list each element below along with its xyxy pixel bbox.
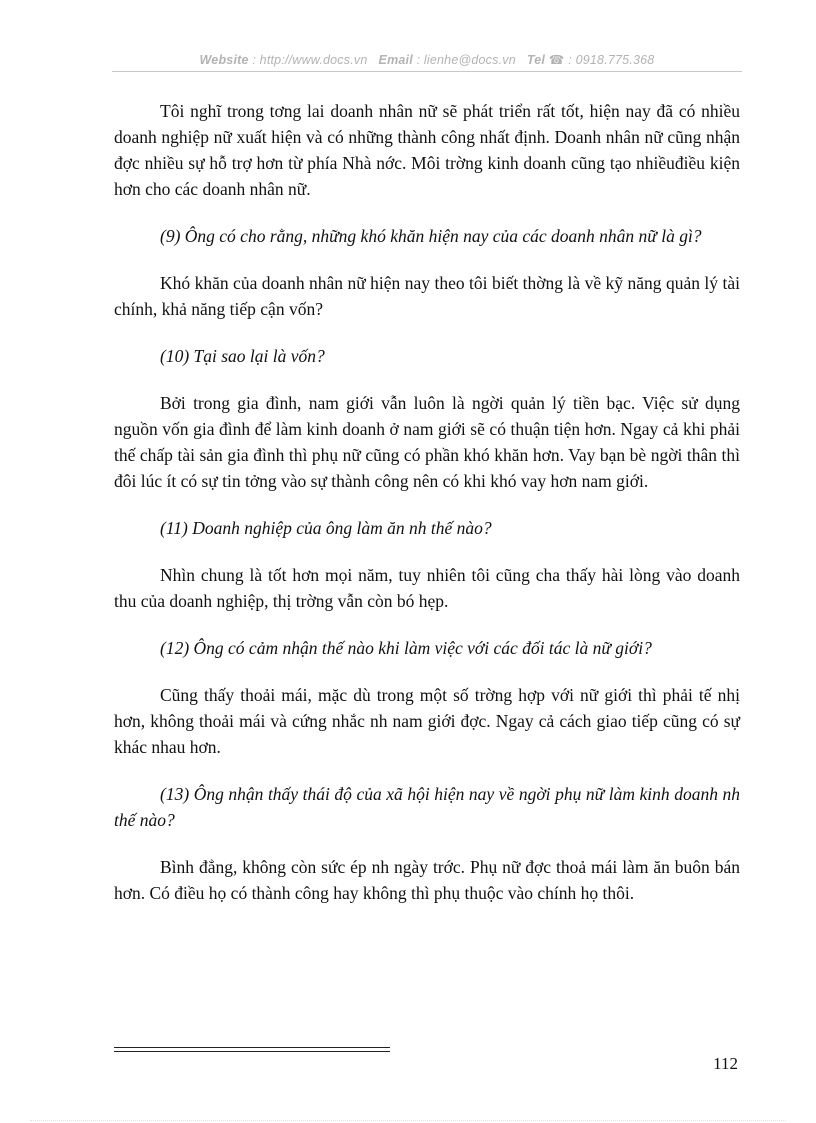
paragraph-5: Cũng thấy thoải mái, mặc dù trong một số trờng hợp với nữ giới thì phải tế nhị hơn, không thoải mái và cứng nhắc nh nam giới đợc. Ngay cả cách giao tiếp cũng có sự khác nhau hơn. xyxy=(114,685,740,757)
paragraph-1: Tôi nghĩ trong tơng lai doanh nhân nữ sẽ phát triển rất tốt, hiện nay đã có nhiều doanh nghiệp nữ xuất hiện và có những thành công nhất định. Doanh nhân nữ cũng nhận đợc nhiều sự hỗ trợ hơn từ phía Nhà nớc. Môi trờng kinh doanh cũng tạo nhiềuđiều kiện hơn cho các doanh nhân nữ. xyxy=(114,101,740,199)
paragraph-4: Nhìn chung là tốt hơn mọi năm, tuy nhiên tôi cũng cha thấy hài lòng vào doanh thu của doanh nghiệp, thị trờng vẫn còn bó hẹp. xyxy=(114,565,740,611)
phone-icon: ☎ xyxy=(548,53,565,67)
question-13: (13) Ông nhận thấy thái độ của xã hội hiện nay về ngời phụ nữ làm kinh doanh nh thế nào? xyxy=(114,784,740,830)
paragraph-6: Bình đẳng, không còn sức ép nh ngày trớc. Phụ nữ đợc thoả mái làm ăn buôn bán hơn. Có điều họ có thành công hay không thì phụ thuộc vào chính họ thôi. xyxy=(114,857,740,903)
website-label: Website xyxy=(199,53,249,67)
tel-value: : 0918.775.368 xyxy=(568,53,655,67)
footer-divider xyxy=(114,1047,390,1052)
question-11: (11) Doanh nghiệp của ông làm ăn nh thế nào? xyxy=(160,518,492,538)
question-10: (10) Tại sao lại là vốn? xyxy=(160,346,325,366)
website-link[interactable]: : http://www.docs.vn xyxy=(252,53,368,67)
email-link[interactable]: : lienhe@docs.vn xyxy=(416,53,516,67)
header-divider xyxy=(112,71,742,72)
page-bottom-border xyxy=(30,1120,786,1121)
tel-label: Tel xyxy=(526,53,546,67)
document-body xyxy=(114,98,740,906)
paragraph-2: Khó khăn của doanh nhân nữ hiện nay theo tôi biết thờng là về kỹ năng quản lý tài chính, khả năng tiếp cận vốn? xyxy=(114,273,740,319)
email-label: Email xyxy=(378,53,413,67)
question-12: (12) Ông có cảm nhận thế nào khi làm việc với các đối tác là nữ giới? xyxy=(160,638,652,658)
paragraph-3: Bởi trong gia đình, nam giới vẫn luôn là ngời quản lý tiền bạc. Việc sử dụng nguồn vốn gia đình để làm kinh doanh ở nam giới sẽ có thuận tiện hơn. Ngay cả khi phải thế chấp tài sản gia đình thì phụ nữ cũng có phần khó khăn hơn. Vay bạn bè ngời thân thì đôi lúc ít có sự tin tởng vào sự thành công nên có khi khó vay hơn nam giới. xyxy=(114,393,740,491)
page-number: 112 xyxy=(713,1054,738,1073)
question-9: (9) Ông có cho rằng, những khó khăn hiện nay của các doanh nhân nữ là gì? xyxy=(160,226,702,246)
page-header xyxy=(112,52,742,67)
